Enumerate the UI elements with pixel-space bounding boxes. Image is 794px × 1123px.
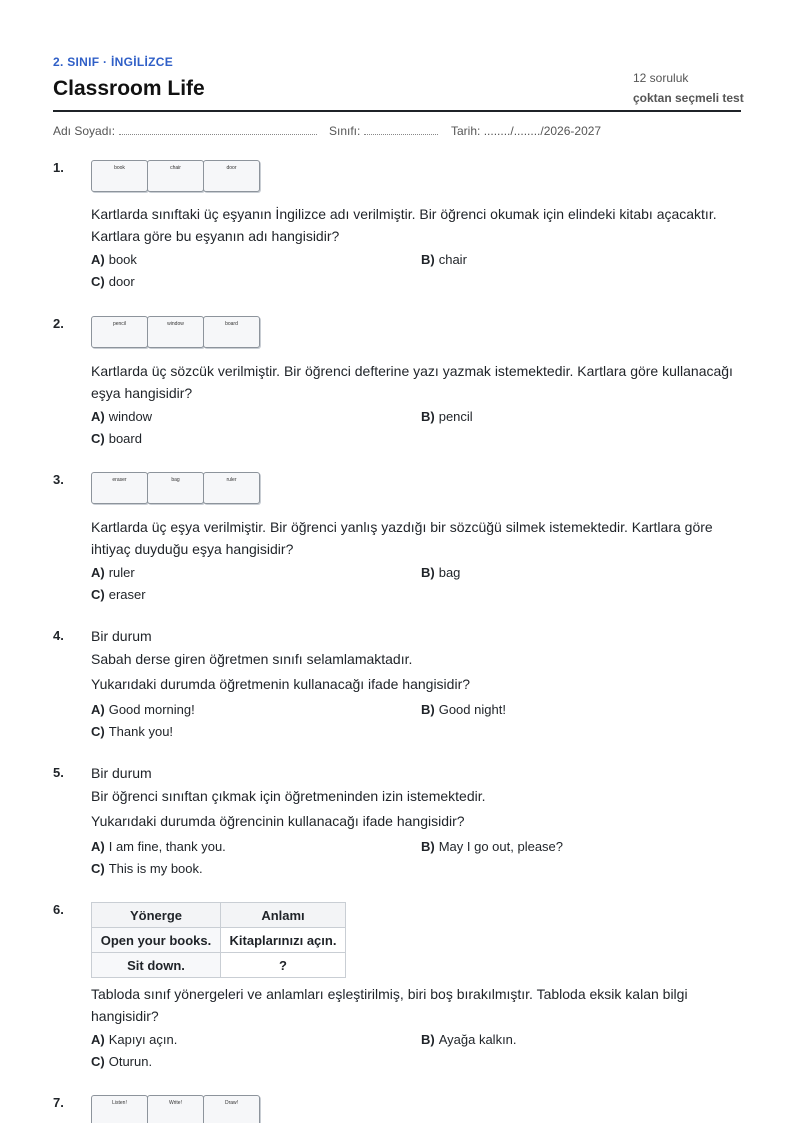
option-b[interactable] [421,562,460,584]
option-letter: A) [91,409,105,424]
option-text: book [108,252,137,267]
answer-options [91,249,741,293]
class-field [329,124,438,138]
word-card: pencil [91,316,148,348]
option-text: bag [438,565,461,580]
header-divider [53,110,741,112]
option-text: pencil [438,409,473,424]
option-letter: A) [91,702,105,717]
question-stem: Kartlarda sınıftaki üç eşyanın İngilizce adı verilmiştir. Bir öğrenci okumak için elindeki kitabı açacaktır. Kartlara göre bu eşyanın adı hangisidir? [91,206,717,244]
option-a[interactable] [91,249,137,271]
word-cards [91,472,265,506]
question-stem: Yukarıdaki durumda öğrencinin kullanacağı ifade hangisidir? [91,813,465,829]
answer-options [91,406,741,450]
situation-text: Sabah derse giren öğretmen sınıfı selamlamaktadır. [91,651,413,667]
word-card: eraser [91,472,148,504]
option-text: I am fine, thank you. [108,839,226,854]
situation-intro: Bir durum [91,628,152,644]
word-card: ruler [203,472,260,504]
option-c[interactable] [91,271,135,293]
question-body [91,762,741,880]
option-a[interactable] [91,836,226,858]
question-number: 4. [53,628,64,643]
option-text: chair [438,252,467,267]
option-letter: B) [421,702,435,717]
table-row [92,928,346,953]
word-card: bag [147,472,204,504]
word-cards [91,1095,265,1123]
option-text: Kapıyı açın. [108,1032,178,1047]
option-letter: C) [91,431,105,446]
option-letter: C) [91,1054,105,1069]
word-cards [91,316,265,350]
word-card: chair [147,160,204,192]
option-text: This is my book. [108,861,203,876]
date-value: ......../......../2026-2027 [483,124,602,138]
test-meta [633,71,744,106]
option-a[interactable] [91,562,135,584]
table-cell: Sit down. [92,953,221,978]
name-field [53,124,317,138]
question-number: 2. [53,316,64,331]
question-number: 3. [53,472,64,487]
table-cell: Kitaplarınızı açın. [221,928,346,953]
answer-options [91,562,741,606]
word-card: book [91,160,148,192]
table-header: Anlamı [221,903,346,928]
page-title: Classroom Life [53,77,205,100]
question-stem: Kartlarda üç sözcük verilmiştir. Bir öğrenci defterine yazı yazmak istemektedir. Kartlara göre kullanacağı eşya hangisidir? [91,363,733,401]
option-b[interactable] [421,249,467,271]
word-cards [91,160,265,194]
option-b[interactable] [421,406,473,428]
question-stem: Yukarıdaki durumda öğretmenin kullanacağı ifade hangisidir? [91,676,471,692]
date-label: Tarih: [451,124,481,138]
question-body [91,472,741,606]
option-letter: A) [91,839,105,854]
option-text: Ayağa kalkın. [438,1032,517,1047]
option-letter: C) [91,724,105,739]
option-c[interactable] [91,721,173,743]
question-stem: Tabloda sınıf yönergeleri ve anlamları eşleştirilmiş, biri boş bırakılmıştır. Tabloda eksik kalan bilgi hangisidir? [91,986,688,1024]
word-card: Draw! [203,1095,260,1123]
option-letter: B) [421,839,435,854]
option-text: board [108,431,142,446]
option-letter: B) [421,252,435,267]
option-c[interactable] [91,584,146,606]
option-text: window [108,409,153,424]
option-b[interactable] [421,1029,517,1051]
option-b[interactable] [421,699,506,721]
option-letter: C) [91,274,105,289]
test-type: çoktan seçmeli test [633,91,744,105]
date-field [451,124,601,138]
question-number: 6. [53,902,64,917]
question-number: 1. [53,160,64,175]
question-body [91,316,741,450]
word-card: board [203,316,260,348]
option-text: Thank you! [108,724,174,739]
option-text: Good night! [438,702,506,717]
question-number: 5. [53,765,64,780]
question-body [91,902,741,1073]
question-count: 12 soruluk [633,71,689,85]
option-c[interactable] [91,428,142,450]
table-cell: ? [221,953,346,978]
question-body [91,1095,741,1123]
class-label: Sınıfı: [329,124,361,138]
table-header: Yönerge [92,903,221,928]
option-text: May I go out, please? [438,839,564,854]
word-card: Listen! [91,1095,148,1123]
word-card: door [203,160,260,192]
option-letter: A) [91,252,105,267]
name-blank [119,124,317,135]
word-card: Write! [147,1095,204,1123]
situation-text: Bir öğrenci sınıftan çıkmak için öğretmeninden izin istemektedir. [91,788,486,804]
answer-options [91,699,741,743]
option-c[interactable] [91,1051,152,1073]
option-letter: B) [421,565,435,580]
option-letter: B) [421,1032,435,1047]
answer-options [91,836,741,880]
option-a[interactable] [91,699,195,721]
table-header-row [92,903,346,928]
option-letter: A) [91,1032,105,1047]
table-cell: Open your books. [92,928,221,953]
answer-options [91,1029,741,1073]
question-stem: Kartlarda üç eşya verilmiştir. Bir öğrenci yanlış yazdığı bir sözcüğü silmek istemektedir. Kartlara göre ihtiyaç duyduğu eşya hangisidir? [91,519,713,557]
option-letter: A) [91,565,105,580]
question-body [91,160,741,293]
option-c[interactable] [91,858,203,880]
option-letter: C) [91,587,105,602]
option-a[interactable] [91,406,152,428]
option-text: door [108,274,135,289]
option-text: Oturun. [108,1054,153,1069]
option-text: Good morning! [108,702,195,717]
option-text: eraser [108,587,146,602]
question-body [91,625,741,743]
option-text: ruler [108,565,135,580]
option-letter: C) [91,861,105,876]
option-letter: B) [421,409,435,424]
class-blank [364,124,438,135]
subject-kicker: 2. SINIF · İNGİLİZCE [53,55,174,69]
directive-table [91,902,346,978]
question-number: 7. [53,1095,64,1110]
name-label: Adı Soyadı: [53,124,116,138]
option-b[interactable] [421,836,563,858]
option-a[interactable] [91,1029,177,1051]
word-card: window [147,316,204,348]
situation-intro: Bir durum [91,765,152,781]
table-row [92,953,346,978]
